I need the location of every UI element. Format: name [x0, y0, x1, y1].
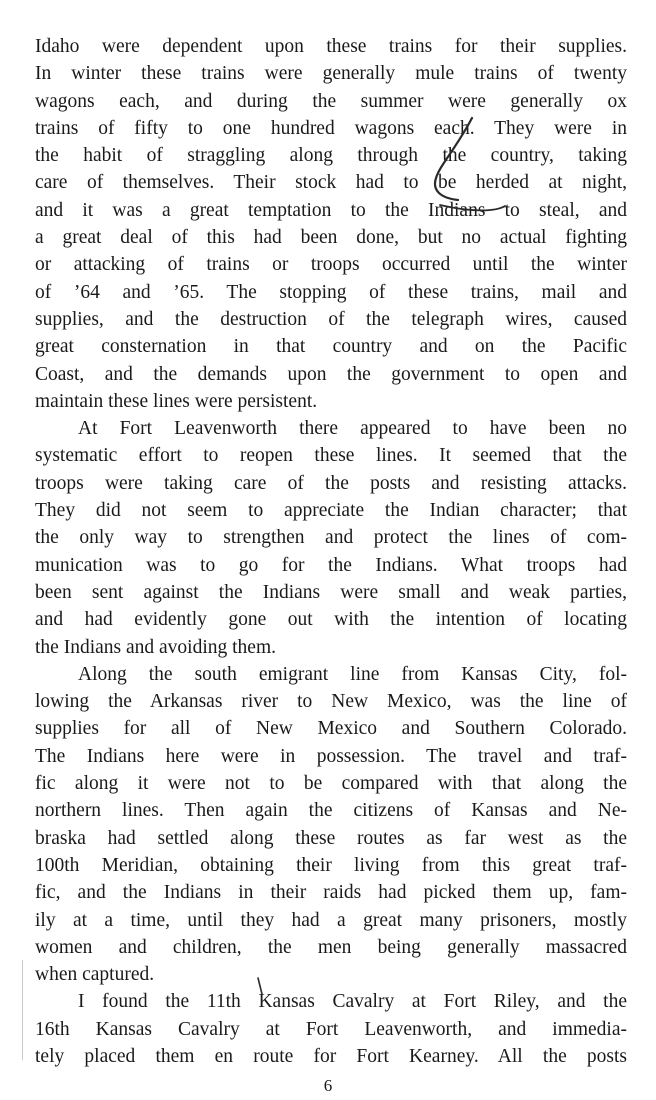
text-line: and had evidently gone out with the intention of locating: [35, 609, 627, 631]
text-line: I found the 11th Kansas Cavalry at Fort Riley, and the: [78, 991, 627, 1013]
text-line: braska had settled along these routes as far west as the: [35, 827, 627, 849]
text-line: At Fort Leavenworth there appeared to have been no: [78, 418, 627, 440]
text-line: 100th Meridian, obtaining their living from this great traf-: [35, 854, 627, 876]
text-line: troops were taking care of the posts and resisting attacks.: [35, 472, 627, 494]
text-line: northern lines. Then again the citizens of Kansas and Ne-: [35, 800, 627, 822]
text-line: been sent against the Indians were small and weak parties,: [35, 581, 627, 603]
text-line: the only way to strengthen and protect the lines of com-: [35, 527, 627, 549]
text-line: fic along it were not to be compared with that along the: [35, 773, 627, 795]
text-line: women and children, the men being generally massacred: [35, 936, 627, 958]
page-number: 6: [323, 1076, 333, 1095]
text-line: 16th Kansas Cavalry at Fort Leavenworth, and immedia-: [35, 1018, 627, 1040]
text-line: maintain these lines were persistent.: [35, 390, 318, 412]
page-body: [35, 33, 627, 1070]
text-line: Idaho were dependent upon these trains for their supplies.: [35, 36, 627, 57]
text-line: fic, and the Indians in their raids had picked them up, fam-: [35, 882, 627, 904]
text-line: munication was to go for the Indians. What troops had: [35, 554, 627, 576]
text-line: wagons each, and during the summer were generally ox: [35, 90, 627, 112]
text-line: or attacking of trains or troops occurred until the winter: [35, 254, 627, 276]
text-line: trains of fifty to one hundred wagons each. They were in: [35, 117, 627, 139]
text-line: when captured.: [35, 964, 155, 986]
text-line: The Indians here were in possession. The travel and traf-: [35, 745, 627, 767]
text-line: tely placed them en route for Fort Kearney. All the posts: [35, 1045, 627, 1067]
text-line: of ’64 and ’65. The stopping of these trains, mail and: [35, 281, 627, 303]
text-line: They did not seem to appreciate the Indian character; that: [35, 500, 627, 522]
text-line: lowing the Arkansas river to New Mexico, was the line of: [35, 691, 627, 713]
text-line: In winter these trains were generally mule trains of twenty: [35, 63, 627, 85]
text-line: supplies, and the destruction of the telegraph wires, caused: [35, 308, 627, 330]
text-line: and it was a great temptation to the Indians to steal, and: [35, 199, 627, 221]
text-line: Coast, and the demands upon the government to open and: [35, 363, 627, 385]
text-line: a great deal of this had been done, but no actual fighting: [35, 227, 627, 249]
text-line: systematic effort to reopen these lines. It seemed that the: [35, 445, 627, 467]
body-text: [35, 33, 627, 1070]
text-line: great consternation in that country and on the Pacific: [35, 336, 627, 358]
text-line: the Indians and avoiding them.: [35, 636, 276, 658]
text-line: the habit of straggling along through the country, taking: [35, 145, 627, 167]
text-line: Along the south emigrant line from Kansas City, fol-: [78, 663, 627, 685]
text-line: care of themselves. Their stock had to be herded at night,: [35, 172, 627, 194]
margin-mark: [22, 960, 23, 1060]
text-line: supplies for all of New Mexico and Southern Colorado.: [35, 718, 627, 740]
text-line: ily at a time, until they had a great many prisoners, mostly: [35, 909, 627, 931]
